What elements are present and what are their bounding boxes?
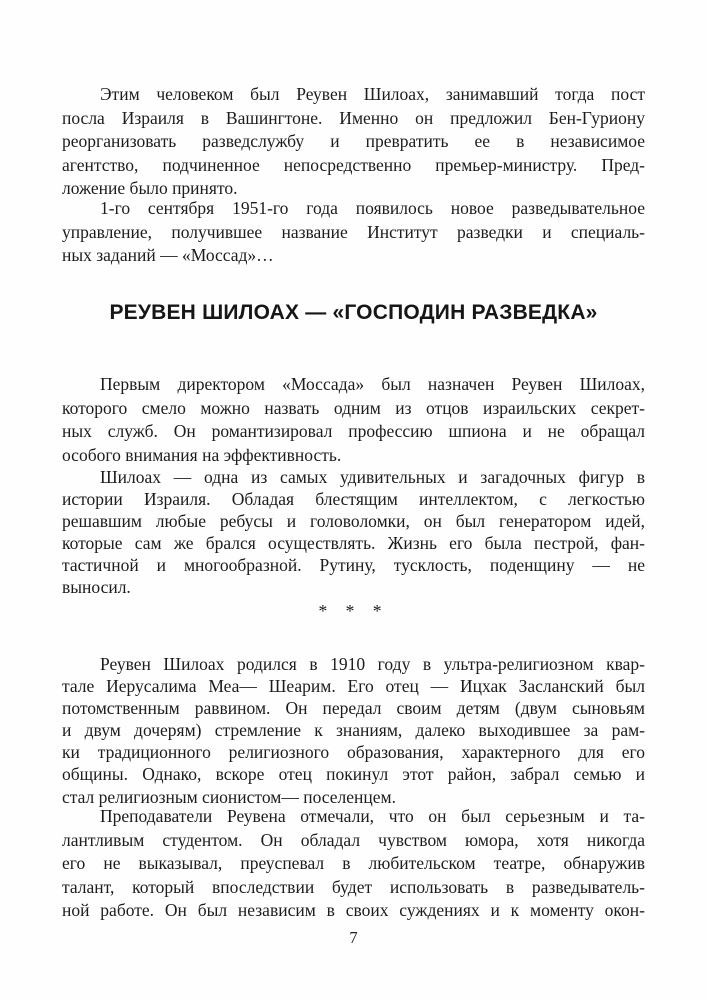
text-line: выносил.: [62, 577, 131, 598]
text-line: его не выказывал, преуспевал в любительском театре, обнаружив: [62, 853, 645, 873]
text-line: особого внимания на эффективность.: [62, 444, 342, 465]
text-line: решавшим любые ребусы и головоломки, он был генератором идей,: [62, 511, 645, 532]
text-line: тастичной и многообразной. Рутину, тусклость, поденщину — не: [62, 555, 645, 576]
text-line: стал религиозным сионистом— поселенцем.: [62, 786, 396, 807]
text-line: тале Иерусалима Меа— Шеарим. Его отец — Ицхак Засланский был: [62, 676, 645, 697]
text-line: которого смело можно назвать одним из отцов израильских секрет-: [62, 397, 645, 418]
text-line: посла Израиля в Вашингтоне. Именно он предложил Бен-Гуриону: [62, 107, 645, 128]
text-line: которые сам же брался осуществлять. Жизнь его была пестрой, фан-: [62, 533, 645, 554]
text-line: ки традиционного религиозного образования, характерного для его: [62, 742, 645, 763]
paragraph-director: [62, 373, 645, 467]
text-line: ных служб. Он романтизировал профессию шпиона и не обращал: [62, 421, 645, 441]
page-number: 7: [349, 928, 358, 947]
text-line: ной работе. Он был независим в своих суждениях и к моменту окон-: [62, 900, 645, 920]
paragraph-birth: [62, 653, 645, 808]
text-line: ных заданий — «Моссад»…: [62, 245, 274, 265]
text-line: реорганизовать разведслужбу и превратить ее в независимое: [62, 131, 645, 151]
text-line: общины. Однако, вскоре отец покинул этот район, забрал семью и: [62, 764, 645, 785]
text-line: Шилоах — одна из самых удивительных и загадочных фигур в: [100, 467, 645, 487]
text-line: талант, который впоследствии будет использовать в разведыватель-: [62, 876, 645, 897]
text-line: Реувен Шилоах родился в 1910 году в ультра-религиозном квар-: [100, 654, 645, 674]
text-line: агентство, подчиненное непосредственно премьер-министру. Пред-: [62, 154, 645, 175]
paragraph-character: [62, 466, 645, 599]
paragraph-intro-2: [62, 197, 645, 268]
paragraph-student: [62, 805, 645, 923]
text-line: Первым директором «Моссада» был назначен Реувен Шилоах,: [100, 374, 645, 394]
chapter-heading: РЕУВЕН ШИЛОАХ — «ГОСПОДИН РАЗВЕДКА»: [109, 301, 598, 324]
text-line: и двум дочерям) стремление к знаниям, далеко выходившее за рам-: [62, 720, 645, 741]
section-separator: * * *: [318, 601, 389, 621]
text-line: потомственным раввином. Он передал своим детям (двум сыновьям: [62, 698, 645, 719]
text-line: Преподаватели Реувена отмечали, что он был серьезным и та-: [100, 806, 645, 826]
paragraph-intro-1: [62, 83, 645, 201]
text-line: ложение было принято.: [62, 178, 238, 198]
text-line: лантливым студентом. Он обладал чувством юмора, хотя никогда: [62, 829, 645, 850]
text-line: управление, получившее название Институт разведки и специаль-: [62, 221, 645, 242]
text-line: истории Израиля. Обладая блестящим интеллектом, с легкостью: [62, 489, 645, 510]
text-line: 1-го сентября 1951-го года появилось новое разведывательное: [100, 198, 645, 218]
text-line: Этим человеком был Реувен Шилоах, занимавший тогда пост: [100, 84, 645, 104]
